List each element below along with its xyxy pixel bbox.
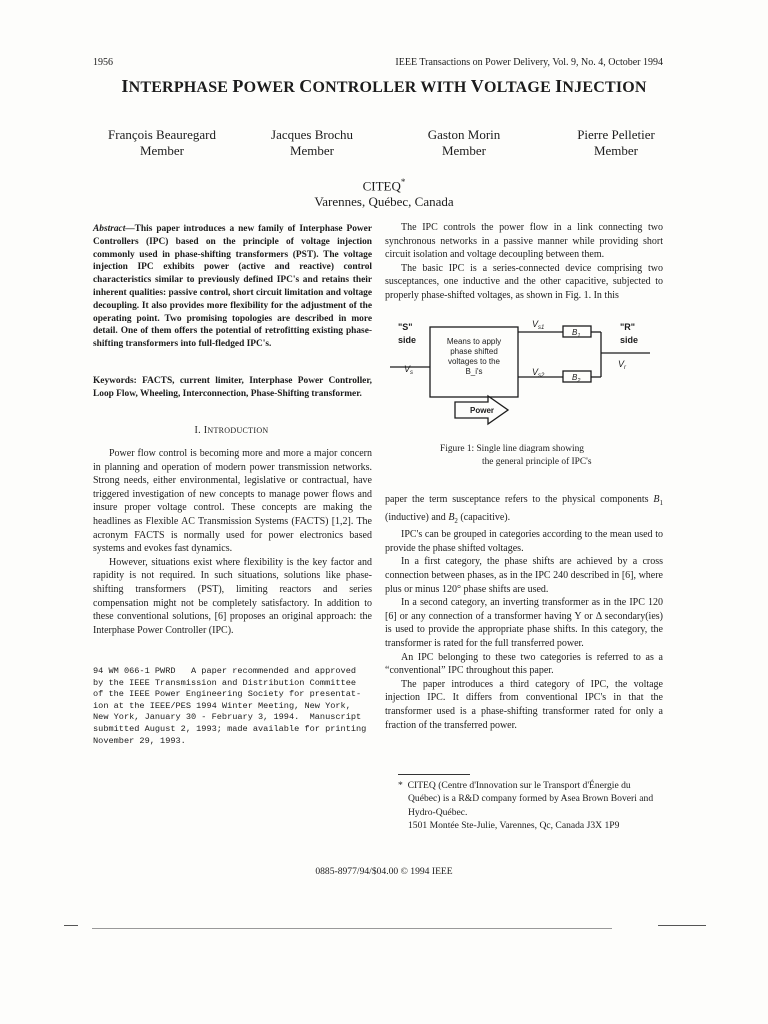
keywords: Keywords: FACTS, current limiter, Interphase Power Controller, Loop Flow, Wheeling, Interconnection, Phase-Shifting transformer.: [93, 376, 372, 399]
author-name: Pierre Pelletier: [577, 127, 655, 142]
paragraph: An IPC belonging to these two categories is referred to as a “conventional” IPC throughout this paper.: [385, 651, 663, 677]
author-name: Jacques Brochu: [271, 127, 353, 142]
b1-label: $B_1$: [572, 328, 581, 339]
box-text-line: Means to apply: [446, 337, 502, 346]
footnote-line: Hydro-Québec.: [408, 806, 468, 818]
author-name: François Beauregard: [108, 127, 216, 142]
r-label: "R": [620, 322, 636, 332]
copyright-footer: 0885-8977/94/$04.00 © 1994 IEEE: [315, 866, 453, 877]
paragraph: However, situations exist where flexibility is the key factor and rapidity is not required. In such situations, solutions like phase-shifting transformers (PST), limiting reactors and series compensation might not be completely satisfactory. In addition to these conventional solutions, [6] proposes an original approach: the Interphase Power Controller (IPC).: [93, 556, 372, 636]
abstract-text: —This paper introduces a new family of Interphase Power Controllers (IPC) based on the principle of voltage injection commonly used in phase-shifting transformers (PST). The voltage injection IPC exhibits power (active and reactive) control characteristics similar to previously defined IPC's and retains their inherent qualities: passive control, short circuit limitation and voltage decoupling. It also provides more flexibility for the adjustment of the operating point. Two promising topologies are described in more detail. One of them offers the potential of retrofitting existing phase-shifting transformers into full-fledged IPC's.: [93, 224, 372, 350]
power-label: Power: [470, 406, 495, 415]
author-role: Member: [139, 143, 185, 158]
box-text-line: B_i's: [465, 367, 483, 376]
introduction-text: [93, 447, 372, 637]
paragraph: Power flow control is becoming more and more a major concern in planning and operation of modern power transmission networks. Strong needs, either environmental, legislative or contractual, have triggered investigation of new concepts to manage power flows and insure proper voltage control. These concepts are making the headlines as Flexible AC Transmission Systems (FACTS) [1,2]. The acronym FACTS is normally used for power electronics based systems and evokes fast dynamics.: [93, 448, 372, 555]
footnote: [398, 779, 668, 833]
vs2-label: $V_{s2}$: [532, 367, 545, 379]
vs1-label: $V_{s1}$: [532, 319, 545, 331]
author-role: Member: [441, 143, 487, 158]
paragraph: In a first category, the phase shifts are achieved by a cross connection between phases, as in the IPC 240 described in [6], where plus or minus 120° phase shifts are used.: [385, 556, 663, 595]
author-role: Member: [289, 143, 335, 158]
paper-title: INTERPHASE POWER CONTROLLER WITH VOLTAGE INJECTION: [121, 76, 647, 96]
box-text-line: phase shifted: [450, 347, 498, 356]
abstract-lead: Abstract: [93, 224, 126, 234]
affiliation-location: Varennes, Québec, Canada: [314, 194, 454, 209]
scan-mark: [658, 925, 706, 926]
page-number: 1956: [93, 57, 113, 68]
author-3: [389, 127, 539, 159]
vs-label: $V_s$: [404, 364, 414, 376]
footnote-rule: [398, 774, 470, 775]
footnote-line: 1501 Montée Ste-Julie, Varennes, Qc, Canada J3X 1P9: [408, 820, 620, 832]
footnote-line: Québec) is a R&D company formed by Asea Brown Boveri and: [408, 793, 654, 805]
caption-line: the general principle of IPC's: [482, 457, 592, 467]
section-heading-introduction: I. INTRODUCTION: [194, 425, 269, 436]
abstract: [93, 223, 372, 351]
box-text-line: voltages to the: [447, 357, 501, 366]
r-side-label: side: [620, 335, 639, 345]
scan-line: [92, 928, 612, 929]
s-label: "S": [398, 322, 413, 332]
figure-1-caption: [440, 443, 591, 469]
paper-note: 94 WM 066-1 PWRD A paper recommended and approved by the IEEE Transmission and Distribution Committee of the IEEE Power Engineering Society for presentat- ion at the IEEE/PES 1994 Winter Meeting, New York, New York, January 30 - February 3, 1994. Manuscript submitted August 2, 1993; made available for printing November 29, 1993.: [93, 666, 367, 746]
paragraph: The paper introduces a third category of IPC, the voltage injection IPC. It differs from conventional IPC's in that the transformer used is a phase-shifting transformer rated for only a fraction of the transferred power.: [385, 678, 663, 731]
paragraph: The basic IPC is a series-connected device comprising two susceptances, one inductive and the other capacitive, subjected to properly phase-shifted voltages, as shown in Fig. 1. In this: [385, 262, 663, 301]
journal-citation: IEEE Transactions on Power Delivery, Vol. 9, No. 4, October 1994: [395, 57, 663, 68]
s-side-label: side: [398, 335, 417, 345]
figure-1-diagram: [380, 305, 670, 430]
paragraph: In a second category, an inverting transformer as in the IPC 120 [6] or any connection of a transformer having Y or Δ secondary(ies) is used to provide the appropriate phase shifts. In this category, the transformer is rated for the full transferred power.: [385, 597, 663, 649]
paragraph: The IPC controls the power flow in a link connecting two synchronous networks in a passive manner while providing short circuit isolation and voltage decoupling between them.: [385, 222, 663, 261]
author-4: [541, 127, 691, 159]
b2-label: $B_2$: [572, 373, 581, 384]
right-column-top-text: [385, 221, 663, 303]
author-name: Gaston Morin: [427, 127, 501, 142]
author-2: [237, 127, 387, 159]
paragraph: paper the term susceptance refers to the physical components $B_1$ (inductive) and $B_2$ (capacitive).: [385, 494, 663, 525]
vr-label: $V_r$: [618, 359, 627, 371]
footnote-line: CITEQ (Centre d'Innovation sur le Transport d'Énergie du: [407, 780, 631, 791]
right-column-bottom-text: [385, 493, 663, 732]
footnote-mark: *: [398, 780, 403, 791]
caption-line: Figure 1: Single line diagram showing: [440, 444, 584, 454]
paragraph: IPC's can be grouped in categories according to the mean used to provide the phase shifted voltages.: [385, 529, 663, 554]
affiliation-org: CITEQ*: [362, 177, 406, 194]
author-1: [87, 127, 237, 159]
scan-mark: [64, 925, 78, 926]
author-role: Member: [593, 143, 639, 158]
